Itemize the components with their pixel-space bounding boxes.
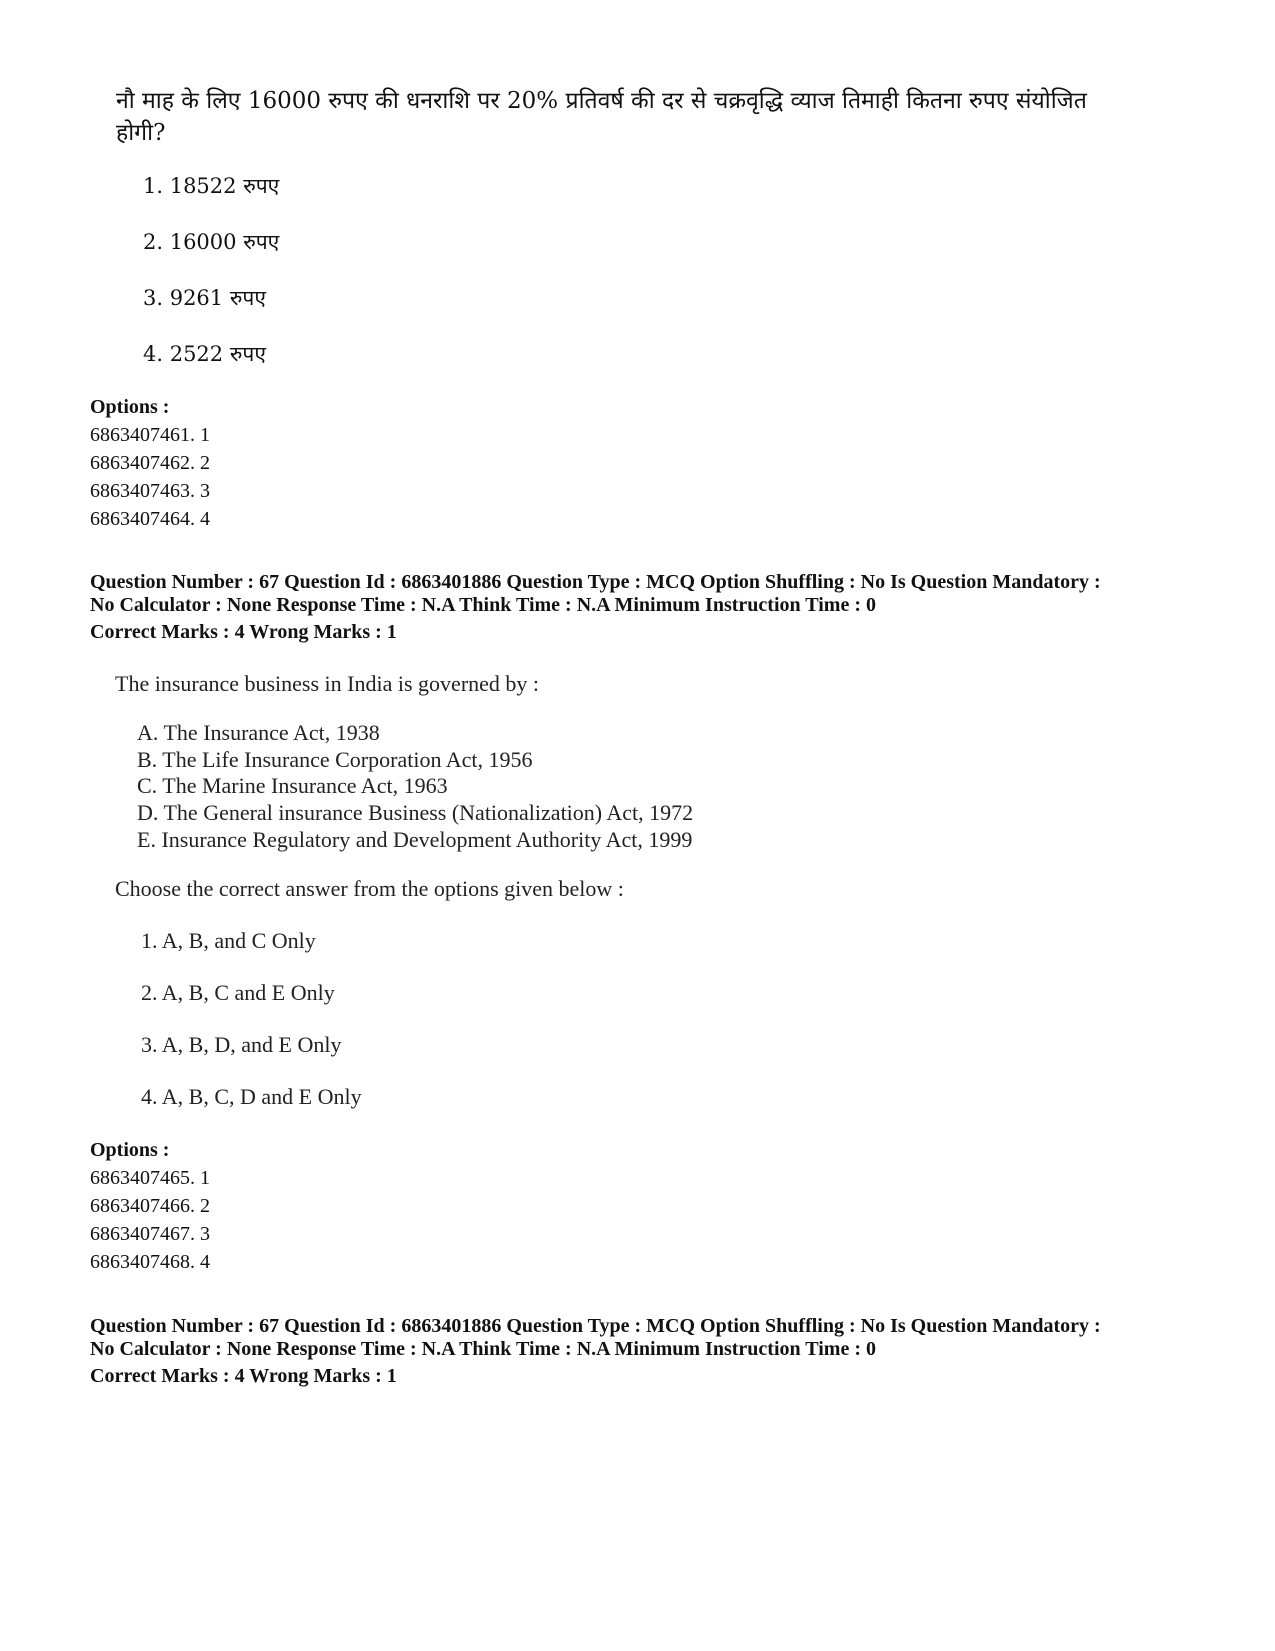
option-id: 6863407461. 1 xyxy=(90,424,210,446)
options-label: Options : xyxy=(90,396,170,418)
question-meta-line-1: Question Number : 67 Question Id : 6863401886 Question Type : MCQ Option Shuffling : No Is Question Mandatory : xyxy=(90,571,1101,593)
question-marks: Correct Marks : 4 Wrong Marks : 1 xyxy=(90,621,397,643)
statement-item: E. Insurance Regulatory and Development Authority Act, 1999 xyxy=(137,827,693,852)
option-id: 6863407466. 2 xyxy=(90,1195,210,1217)
choice-item: 2. 16000 रुपए xyxy=(143,230,280,254)
statement-item: A. The Insurance Act, 1938 xyxy=(137,720,380,745)
choice-item: 1. 18522 रुपए xyxy=(143,174,280,198)
option-id: 6863407468. 4 xyxy=(90,1251,210,1273)
question-stem: The insurance business in India is governed by : xyxy=(115,671,540,696)
question-meta-line-2: No Calculator : None Response Time : N.A Think Time : N.A Minimum Instruction Time : 0 xyxy=(90,594,876,616)
answer-instruction: Choose the correct answer from the options given below : xyxy=(115,876,624,901)
choice-item: 4. 2522 रुपए xyxy=(143,342,266,366)
options-label: Options : xyxy=(90,1139,170,1161)
choice-item: 2. A, B, C and E Only xyxy=(141,980,335,1005)
choice-item: 3. A, B, D, and E Only xyxy=(141,1032,342,1057)
option-id: 6863407464. 4 xyxy=(90,508,210,530)
question-text-line-1: नौ माह के लिए 16000 रुपए की धनराशि पर 20% प्रतिवर्ष की दर से चक्रवृद्धि व्याज तिमाही कितना रुपए संयोजित xyxy=(116,88,1087,114)
choice-item: 1. A, B, and C Only xyxy=(141,928,316,953)
option-id: 6863407463. 3 xyxy=(90,480,210,502)
statement-item: B. The Life Insurance Corporation Act, 1956 xyxy=(137,747,533,772)
option-id: 6863407467. 3 xyxy=(90,1223,210,1245)
question-meta-line-2: No Calculator : None Response Time : N.A Think Time : N.A Minimum Instruction Time : 0 xyxy=(90,1338,876,1360)
question-meta-line-1: Question Number : 67 Question Id : 6863401886 Question Type : MCQ Option Shuffling : No Is Question Mandatory : xyxy=(90,1315,1101,1337)
statement-item: C. The Marine Insurance Act, 1963 xyxy=(137,773,448,798)
choice-item: 4. A, B, C, D and E Only xyxy=(141,1084,362,1109)
question-marks: Correct Marks : 4 Wrong Marks : 1 xyxy=(90,1365,397,1387)
choice-item: 3. 9261 रुपए xyxy=(143,286,266,310)
option-id: 6863407465. 1 xyxy=(90,1167,210,1189)
option-id: 6863407462. 2 xyxy=(90,452,210,474)
question-text-line-2: होगी? xyxy=(116,120,166,146)
statement-item: D. The General insurance Business (Nationalization) Act, 1972 xyxy=(137,800,694,825)
